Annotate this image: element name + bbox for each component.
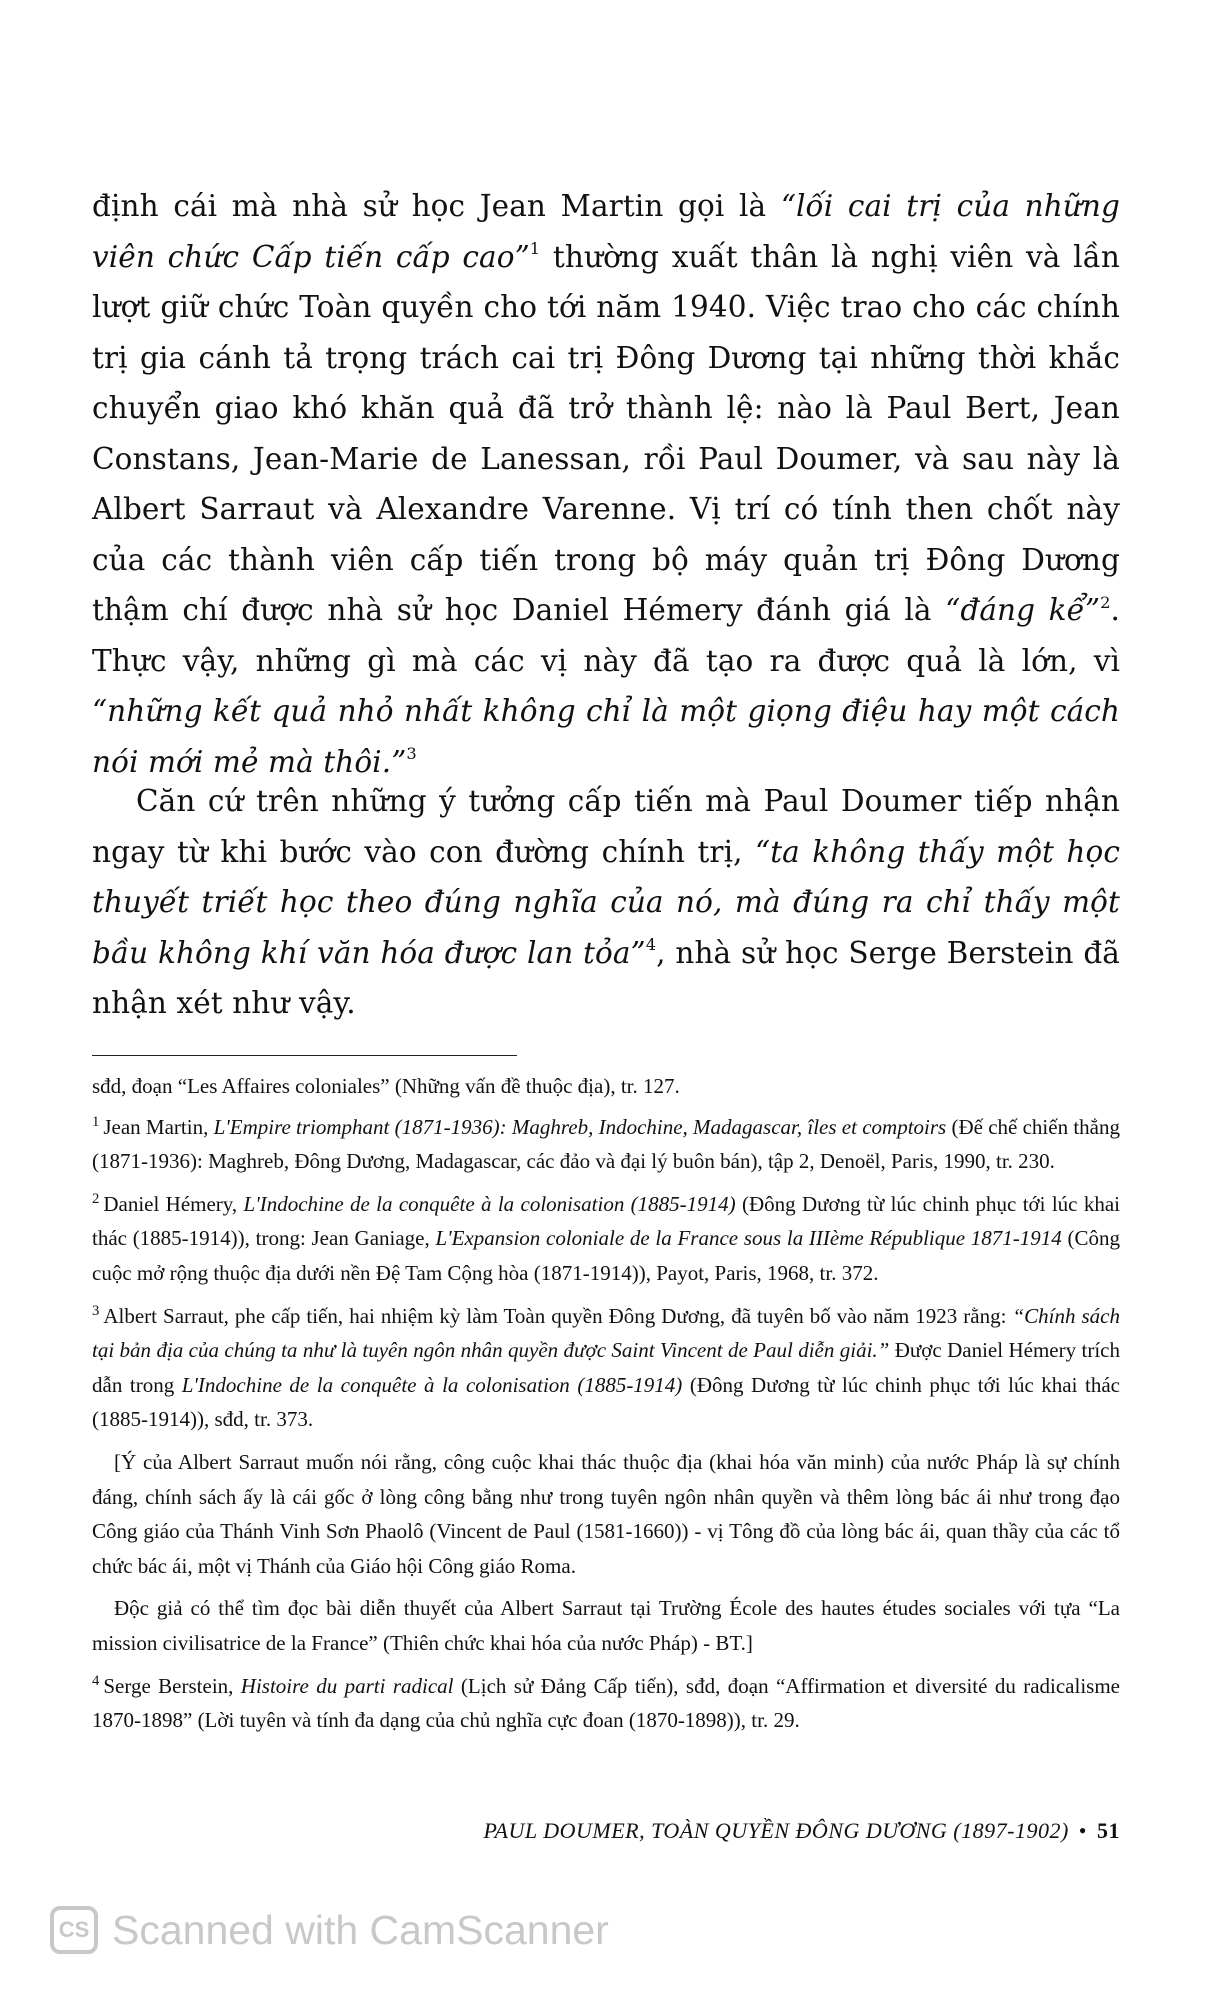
footnote-text: Daniel Hémery, (103, 1191, 244, 1216)
footnote-text: Serge Berstein, (103, 1673, 241, 1698)
footnote-text: [Ý của Albert Sarraut muốn nói rằng, công cuộc khai thác thuộc địa (khai hóa văn minh) của nước Pháp là sự chính đáng, chính sách ấy là cái gốc ở lòng công bằng như trong tuyên ngôn nhân quyền và thêm lòng bác ái như trong đạo Công giáo của Thánh Vinh Sơn Phaolô (Vincent de Paul (1581-1660)) - vị Tông đồ của lòng bác ái, quan thầy của các tổ chức bác ái, một vị Thánh của Giáo hội Công giáo Roma. (92, 1449, 1120, 1578)
page-number: 51 (1097, 1818, 1120, 1843)
footnote-2 (92, 1187, 1120, 1291)
footnote-divider (92, 1055, 517, 1056)
paragraph-text: , nhà sử học Serge Berstein đã nhận xét như vậy. (92, 935, 1120, 1020)
footnote-text: (Đông Dương từ lúc chinh phục tới lúc khai thác (1885-1914)), trong: Jean Ganiage, (92, 1191, 1120, 1251)
footnote-ref-4: 4 (645, 935, 657, 955)
quote-text: “những kết quả nhỏ nhất không chỉ là một giọng điệu hay một cách nói mới mẻ mà thôi.” (92, 694, 1120, 779)
footnote-1 (92, 1110, 1120, 1179)
paragraph-text: . Thực vậy, những gì mà các vị này đã tạo ra được quả là lớn, vì (92, 593, 1120, 678)
footnote-title: L'Indochine de la conquête à la colonisation (1885-1914) (181, 1372, 683, 1397)
body-paragraph-1 (92, 181, 1120, 787)
footnote-text: Được Daniel Hémery trích dẫn trong (92, 1338, 1120, 1397)
footnotes (92, 1069, 1120, 1746)
watermark-text: Scanned with CamScanner (112, 1906, 609, 1953)
footnote-title: L'Empire triomphant (1871-1936): Maghreb, Indochine, Madagascar, îles et comptoirs (213, 1114, 947, 1139)
running-footer (483, 1818, 1120, 1844)
footnote-title: L'Indochine de la conquête à la colonisation (1885-1914) (243, 1191, 736, 1216)
footnote-mark: 4 (92, 1672, 100, 1689)
camscanner-logo-icon: CS (50, 1906, 98, 1954)
footnote-mark: 3 (92, 1302, 100, 1319)
paragraph-text: thường xuất thân là nghị viên và lần lượt giữ chức Toàn quyền cho tới năm 1940. Việc trao cho các chính trị gia cánh tả trọng trách cai trị Đông Dương tại những thời khắc chuyển giao khó khăn quả đã trở thành lệ: nào là Paul Bert, Jean Constans, Jean-Marie de Lanessan, rồi Paul Doumer, và sau này là Albert Sarraut và Alexandre Varenne. Vị trí có tính then chốt này của các thành viên cấp tiến trong bộ máy quản trị Đông Dương thậm chí được nhà sử học Daniel Hémery đánh giá là (92, 239, 1120, 627)
footnote-ref-3: 3 (406, 744, 417, 764)
footnote-4 (92, 1669, 1120, 1738)
footnote-ref-1: 1 (529, 239, 541, 259)
footnote-quote: “Chính sách tại bản địa của chúng ta như là tuyên ngôn nhân quyền được Saint Vincent de Paul diễn giải.” (92, 1303, 1121, 1363)
footnote-ref-2: 2 (1100, 592, 1111, 612)
quote-text: “lối cai trị của những viên chức Cấp tiến cấp cao” (92, 189, 1120, 274)
footnote-mark: 2 (92, 1190, 100, 1207)
body-paragraph-2 (92, 776, 1120, 1029)
quote-text: “đáng kể” (945, 593, 1101, 627)
footnote-title: L'Expansion coloniale de la France sous la IIIème République 1871-1914 (435, 1226, 1062, 1251)
paragraph-text: định cái mà nhà sử học Jean Martin gọi là (92, 189, 781, 223)
footnote-3 (92, 1299, 1120, 1437)
footnote-text: (Lịch sử Đảng Cấp tiến), sđd, đoạn “Affirmation et diversité du radicalisme 1870-1898” (Lời tuyên và tính đa dạng của chủ nghĩa cực đoan (1870-1898)), tr. 29. (92, 1673, 1121, 1733)
footnote-title: Histoire du parti radical (240, 1673, 454, 1698)
editor-note-1 (92, 1445, 1120, 1583)
footnote-carryover (92, 1069, 1120, 1104)
footnote-text: (Đế chế chiến thắng (1871-1936): Maghreb, Đông Dương, Madagascar, các đảo và đại lý buôn bán), tập 2, Denoël, Paris, 1990, tr. 230. (92, 1114, 1120, 1174)
footnote-text: Độc giả có thể tìm đọc bài diễn thuyết của Albert Sarraut tại Trường École des hautes études sociales với tựa “La mission civilisatrice de la France” (Thiên chức khai hóa của nước Pháp) - BT.] (92, 1596, 1120, 1655)
bullet-separator: • (1078, 1818, 1087, 1843)
footnote-text: Albert Sarraut, phe cấp tiến, hai nhiệm kỳ làm Toàn quyền Đông Dương, đã tuyên bố vào năm 1923 rằng: (103, 1303, 1013, 1328)
editor-note-2 (92, 1591, 1120, 1660)
camscanner-watermark (50, 1900, 609, 1960)
book-title: PAUL DOUMER, TOÀN QUYỀN ĐÔNG DƯƠNG (1897-1902) (483, 1818, 1069, 1843)
paragraph-text: Căn cứ trên những ý tưởng cấp tiến mà Paul Doumer tiếp nhận ngay từ khi bước vào con đường chính trị, (92, 784, 1120, 869)
footnote-text: sđd, đoạn “Les Affaires coloniales” (Những vấn đề thuộc địa), tr. 127. (92, 1074, 680, 1098)
footnote-text: (Công cuộc mở rộng thuộc địa dưới nền Đệ Tam Cộng hòa (1871-1914)), Payot, Paris, 1968, tr. 372. (92, 1226, 1120, 1285)
quote-text: “ta không thấy một học thuyết triết học theo đúng nghĩa của nó, mà đúng ra chỉ thấy một bầu không khí văn hóa được lan tỏa” (92, 834, 1121, 970)
footnote-text: Jean Martin, (103, 1114, 214, 1139)
footnote-mark: 1 (92, 1113, 100, 1130)
footnote-text: (Đông Dương từ lúc chinh phục tới lúc khai thác (1885-1914)), sđd, tr. 373. (92, 1372, 1120, 1432)
